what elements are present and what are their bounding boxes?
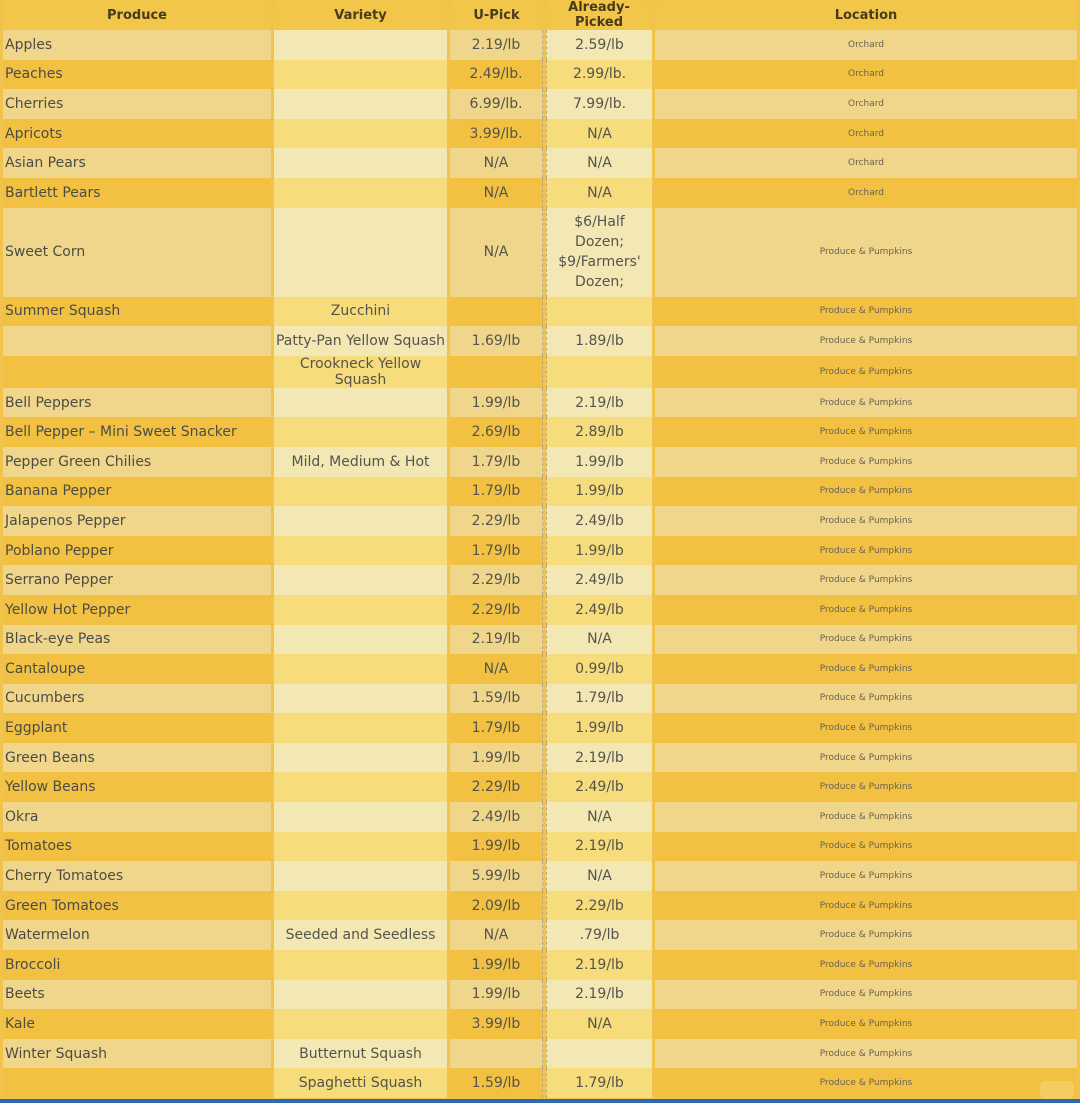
- cell-variety: [274, 1009, 447, 1039]
- cell-produce: Black-eye Peas: [3, 625, 271, 655]
- cell-already-picked: N/A: [546, 1009, 652, 1039]
- cell-already-picked: 1.79/lb: [546, 1068, 652, 1098]
- cell-produce: Bell Pepper – Mini Sweet Snacker: [3, 417, 271, 447]
- cell-already-picked: 2.59/lb: [546, 30, 652, 60]
- cell-already-picked: 2.19/lb: [546, 832, 652, 862]
- cell-already-picked: 2.49/lb: [546, 506, 652, 536]
- cell-upick: 1.69/lb: [450, 326, 543, 356]
- cell-produce: Poblano Pepper: [3, 536, 271, 566]
- cell-already-picked: 1.99/lb: [546, 447, 652, 477]
- cell-upick: 2.69/lb: [450, 417, 543, 447]
- cell-location: Orchard: [655, 119, 1077, 149]
- cell-location: Produce & Pumpkins: [655, 297, 1077, 327]
- cell-upick: 2.29/lb: [450, 595, 543, 625]
- cell-location: Orchard: [655, 148, 1077, 178]
- cell-variety: [274, 417, 447, 447]
- cell-variety: [274, 89, 447, 119]
- cell-location: Produce & Pumpkins: [655, 595, 1077, 625]
- cell-already-picked: 2.99/lb.: [546, 60, 652, 90]
- cell-variety: [274, 477, 447, 507]
- cell-produce: Green Tomatoes: [3, 891, 271, 921]
- cell-upick: 2.29/lb: [450, 565, 543, 595]
- cell-produce: Pepper Green Chilies: [3, 447, 271, 477]
- cell-variety: [274, 30, 447, 60]
- table-row: [3, 1009, 1077, 1039]
- cell-produce: Bell Peppers: [3, 388, 271, 418]
- cell-location: Orchard: [655, 89, 1077, 119]
- table-header-row: [3, 0, 1077, 30]
- cell-upick: 1.79/lb: [450, 536, 543, 566]
- cell-variety: [274, 743, 447, 773]
- cell-already-picked: [546, 208, 652, 297]
- table-row: [3, 356, 1077, 388]
- table-row: [3, 208, 1077, 297]
- cell-variety: [274, 891, 447, 921]
- cell-already-picked: N/A: [546, 178, 652, 208]
- cell-location: Produce & Pumpkins: [655, 477, 1077, 507]
- table-body: [3, 30, 1077, 1098]
- cell-location: Orchard: [655, 30, 1077, 60]
- cell-produce: Peaches: [3, 60, 271, 90]
- cell-variety: [274, 148, 447, 178]
- cell-upick: N/A: [450, 654, 543, 684]
- cell-location: Produce & Pumpkins: [655, 447, 1077, 477]
- cell-location: Produce & Pumpkins: [655, 208, 1077, 297]
- cell-variety: [274, 178, 447, 208]
- corner-badge: [1040, 1081, 1074, 1099]
- cell-already-picked: 2.19/lb: [546, 388, 652, 418]
- cell-upick: 1.99/lb: [450, 743, 543, 773]
- cell-location: Produce & Pumpkins: [655, 1068, 1077, 1098]
- cell-location: Orchard: [655, 178, 1077, 208]
- cell-upick: 3.99/lb: [450, 1009, 543, 1039]
- table-row: [3, 980, 1077, 1010]
- cell-already-picked: 0.99/lb: [546, 654, 652, 684]
- header-upick: U-Pick: [450, 0, 543, 30]
- cell-upick: 5.99/lb: [450, 861, 543, 891]
- cell-variety: Seeded and Seedless: [274, 920, 447, 950]
- cell-produce: Green Beans: [3, 743, 271, 773]
- table-row: [3, 447, 1077, 477]
- cell-produce: Eggplant: [3, 713, 271, 743]
- cell-upick: 1.79/lb: [450, 713, 543, 743]
- table-row: [3, 297, 1077, 327]
- cell-variety: [274, 980, 447, 1010]
- cell-upick: 2.29/lb: [450, 506, 543, 536]
- table-row: [3, 950, 1077, 980]
- bottom-edge: [0, 1099, 1080, 1103]
- cell-upick: 1.79/lb: [450, 447, 543, 477]
- cell-upick: 3.99/lb.: [450, 119, 543, 149]
- cell-upick: 1.99/lb: [450, 950, 543, 980]
- cell-already-picked: 2.49/lb: [546, 565, 652, 595]
- cell-already-picked: 1.89/lb: [546, 326, 652, 356]
- cell-produce: Okra: [3, 802, 271, 832]
- cell-already-picked: 7.99/lb.: [546, 89, 652, 119]
- cell-produce: Kale: [3, 1009, 271, 1039]
- cell-location: Produce & Pumpkins: [655, 743, 1077, 773]
- cell-variety: Spaghetti Squash: [274, 1068, 447, 1098]
- cell-variety: [274, 565, 447, 595]
- cell-variety: [274, 506, 447, 536]
- cell-location: Produce & Pumpkins: [655, 506, 1077, 536]
- header-produce: Produce: [3, 0, 271, 30]
- table-row: [3, 148, 1077, 178]
- cell-variety: [274, 388, 447, 418]
- cell-produce: [3, 356, 271, 388]
- cell-produce: Tomatoes: [3, 832, 271, 862]
- cell-variety: [274, 861, 447, 891]
- cell-produce: Asian Pears: [3, 148, 271, 178]
- table-row: [3, 654, 1077, 684]
- cell-already-picked: N/A: [546, 861, 652, 891]
- table-row: [3, 417, 1077, 447]
- table-row: [3, 713, 1077, 743]
- cell-upick: 2.29/lb: [450, 772, 543, 802]
- table-row: [3, 565, 1077, 595]
- cell-produce: [3, 1068, 271, 1098]
- cell-location: Produce & Pumpkins: [655, 950, 1077, 980]
- cell-produce: Apricots: [3, 119, 271, 149]
- table-row: [3, 536, 1077, 566]
- table-row: [3, 684, 1077, 714]
- cell-variety: [274, 119, 447, 149]
- cell-location: Produce & Pumpkins: [655, 388, 1077, 418]
- cell-already-picked: [546, 297, 652, 327]
- cell-already-picked: 2.89/lb: [546, 417, 652, 447]
- cell-already-picked: [546, 356, 652, 388]
- cell-upick: N/A: [450, 920, 543, 950]
- cell-upick: [450, 297, 543, 327]
- cell-produce: Yellow Hot Pepper: [3, 595, 271, 625]
- cell-already-picked: 1.99/lb: [546, 536, 652, 566]
- cell-location: Produce & Pumpkins: [655, 536, 1077, 566]
- table-row: [3, 920, 1077, 950]
- cell-location: Produce & Pumpkins: [655, 1039, 1077, 1069]
- cell-variety: Butternut Squash: [274, 1039, 447, 1069]
- cell-already-picked: 2.19/lb: [546, 950, 652, 980]
- cell-already-picked: 2.49/lb: [546, 772, 652, 802]
- header-location: Location: [655, 0, 1077, 30]
- cell-variety: Patty-Pan Yellow Squash: [274, 326, 447, 356]
- table-row: [3, 772, 1077, 802]
- cell-produce: Summer Squash: [3, 297, 271, 327]
- cell-location: Produce & Pumpkins: [655, 861, 1077, 891]
- cell-upick: N/A: [450, 178, 543, 208]
- cell-upick: 1.99/lb: [450, 388, 543, 418]
- cell-variety: [274, 713, 447, 743]
- cell-variety: [274, 684, 447, 714]
- cell-variety: [274, 536, 447, 566]
- cell-variety: [274, 625, 447, 655]
- cell-produce: Cucumbers: [3, 684, 271, 714]
- table-row: [3, 477, 1077, 507]
- table-row: [3, 1039, 1077, 1069]
- cell-upick: N/A: [450, 208, 543, 297]
- cell-location: Produce & Pumpkins: [655, 1009, 1077, 1039]
- cell-upick: 6.99/lb.: [450, 89, 543, 119]
- cell-produce: Yellow Beans: [3, 772, 271, 802]
- cell-location: Produce & Pumpkins: [655, 417, 1077, 447]
- cell-variety: [274, 595, 447, 625]
- cell-produce: Cantaloupe: [3, 654, 271, 684]
- cell-location: Produce & Pumpkins: [655, 565, 1077, 595]
- cell-produce: Banana Pepper: [3, 477, 271, 507]
- cell-location: Produce & Pumpkins: [655, 356, 1077, 388]
- cell-upick: 1.79/lb: [450, 477, 543, 507]
- cell-location: Produce & Pumpkins: [655, 326, 1077, 356]
- cell-variety: [274, 832, 447, 862]
- table-row: [3, 743, 1077, 773]
- cell-already-picked: 2.19/lb: [546, 743, 652, 773]
- cell-location: Produce & Pumpkins: [655, 920, 1077, 950]
- cell-already-picked: 1.79/lb: [546, 684, 652, 714]
- cell-variety: [274, 208, 447, 297]
- cell-location: Produce & Pumpkins: [655, 625, 1077, 655]
- table-row: [3, 326, 1077, 356]
- cell-already-picked: 2.19/lb: [546, 980, 652, 1010]
- table-row: [3, 861, 1077, 891]
- table-row: [3, 891, 1077, 921]
- cell-already-picked: N/A: [546, 148, 652, 178]
- cell-upick: 2.49/lb.: [450, 60, 543, 90]
- header-already-picked: Already-Picked: [546, 0, 652, 30]
- cell-produce: Watermelon: [3, 920, 271, 950]
- cell-produce: Cherry Tomatoes: [3, 861, 271, 891]
- cell-produce: [3, 326, 271, 356]
- cell-already-picked: [546, 1039, 652, 1069]
- cell-produce: Jalapenos Pepper: [3, 506, 271, 536]
- cell-produce: Serrano Pepper: [3, 565, 271, 595]
- table-row: [3, 388, 1077, 418]
- cell-variety: [274, 654, 447, 684]
- cell-location: Produce & Pumpkins: [655, 832, 1077, 862]
- cell-already-picked: 1.99/lb: [546, 713, 652, 743]
- cell-upick: 1.99/lb: [450, 980, 543, 1010]
- table-row: [3, 178, 1077, 208]
- cell-already-picked: 2.49/lb: [546, 595, 652, 625]
- cell-upick: 2.09/lb: [450, 891, 543, 921]
- table-row: [3, 89, 1077, 119]
- cell-upick: 1.59/lb: [450, 684, 543, 714]
- cell-produce: Broccoli: [3, 950, 271, 980]
- cell-text: $6/Half Dozen; $9/Farmers' Dozen;: [558, 214, 641, 291]
- table-row: [3, 506, 1077, 536]
- cell-location: Orchard: [655, 60, 1077, 90]
- cell-location: Produce & Pumpkins: [655, 891, 1077, 921]
- cell-already-picked: .79/lb: [546, 920, 652, 950]
- cell-upick: [450, 356, 543, 388]
- cell-location: Produce & Pumpkins: [655, 684, 1077, 714]
- cell-upick: [450, 1039, 543, 1069]
- table-row: [3, 595, 1077, 625]
- cell-upick: 1.99/lb: [450, 832, 543, 862]
- cell-upick: 2.19/lb: [450, 625, 543, 655]
- cell-already-picked: 2.29/lb: [546, 891, 652, 921]
- cell-upick: N/A: [450, 148, 543, 178]
- cell-location: Produce & Pumpkins: [655, 772, 1077, 802]
- cell-produce: Cherries: [3, 89, 271, 119]
- cell-variety: Mild, Medium & Hot: [274, 447, 447, 477]
- cell-variety: [274, 950, 447, 980]
- cell-produce: Sweet Corn: [3, 208, 271, 297]
- cell-upick: 1.59/lb: [450, 1068, 543, 1098]
- cell-upick: 2.49/lb: [450, 802, 543, 832]
- table-row: [3, 802, 1077, 832]
- cell-already-picked: N/A: [546, 625, 652, 655]
- cell-variety: Zucchini: [274, 297, 447, 327]
- cell-location: Produce & Pumpkins: [655, 713, 1077, 743]
- cell-produce: Apples: [3, 30, 271, 60]
- cell-already-picked: 1.99/lb: [546, 477, 652, 507]
- table-row: [3, 60, 1077, 90]
- table-row: [3, 625, 1077, 655]
- cell-variety: [274, 802, 447, 832]
- cell-variety: Crookneck Yellow Squash: [274, 356, 447, 388]
- table-row: [3, 1068, 1077, 1098]
- cell-already-picked: N/A: [546, 119, 652, 149]
- cell-location: Produce & Pumpkins: [655, 654, 1077, 684]
- cell-location: Produce & Pumpkins: [655, 802, 1077, 832]
- cell-variety: [274, 772, 447, 802]
- table-row: [3, 119, 1077, 149]
- cell-produce: Bartlett Pears: [3, 178, 271, 208]
- cell-produce: Winter Squash: [3, 1039, 271, 1069]
- cell-location: Produce & Pumpkins: [655, 980, 1077, 1010]
- table-row: [3, 832, 1077, 862]
- cell-already-picked: N/A: [546, 802, 652, 832]
- cell-variety: [274, 60, 447, 90]
- header-variety: Variety: [274, 0, 447, 30]
- table-row: [3, 30, 1077, 60]
- cell-produce: Beets: [3, 980, 271, 1010]
- cell-upick: 2.19/lb: [450, 30, 543, 60]
